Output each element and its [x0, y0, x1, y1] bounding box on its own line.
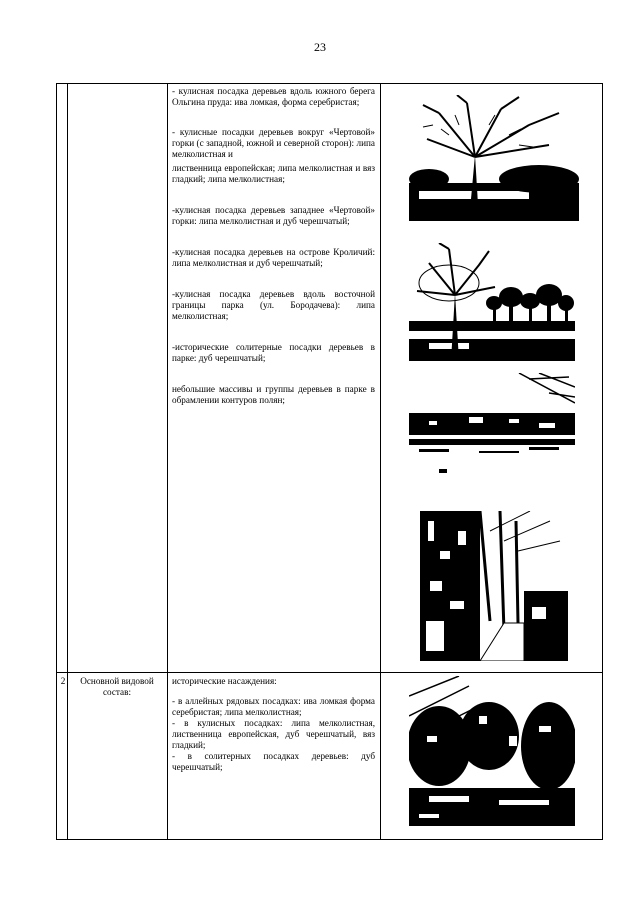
column-divider: [67, 83, 68, 840]
paragraph: -кулисная посадка деревьев на острове Кроличий: липа мелколистная и дуб черешчатый;: [172, 247, 375, 268]
column-divider: [380, 83, 381, 840]
paragraph: - в аллейных рядовых посадках: ива ломкая форма серебристая; липа мелколистная;: [172, 696, 375, 717]
table-right-border: [602, 83, 603, 840]
paragraph: -кулисная посадка деревьев западнее «Чертовой» горки: липа мелколистная и дуб черешчатый;: [172, 205, 375, 226]
photo-trees-along-water: [409, 373, 575, 473]
table-top-border: [56, 83, 603, 84]
row-divider: [56, 672, 603, 673]
paragraph: - кулисные посадки деревьев вокруг «Чертовой» горки (с западной, южной и северной сторон): липа мелколистная и: [172, 127, 375, 159]
paragraph: - кулисная посадка деревьев вдоль южного берега Ольгина пруда: ива ломкая, форма серебристая;: [172, 86, 375, 107]
paragraph: -кулисная посадка деревьев вдоль восточной границы парка (ул. Бородачева): липа мелколистная;: [172, 289, 375, 321]
paragraph: -исторические солитерные посадки деревьев в парке: дуб черешчатый;: [172, 342, 375, 363]
photo-park-alley: [420, 511, 568, 661]
photo-trees-by-pond: [409, 95, 579, 221]
row-2-description: [172, 676, 375, 773]
paragraph: исторические насаждения:: [172, 676, 277, 686]
paragraph: лиственница европейская; липа мелколистная и вяз гладкий; липа мелколистная;: [172, 163, 375, 184]
row-number: 2: [60, 676, 66, 686]
paragraph: - в кулисных посадках: липа мелколистная, лиственница европейская, дуб черешчатый, вяз гладкий;: [172, 718, 375, 750]
species-table: [56, 83, 603, 840]
paragraph: небольшие массивы и группы деревьев в парке в обрамлении контуров полян;: [172, 384, 375, 405]
photo-winter-park-trees: [409, 676, 575, 826]
row-title: Основной видовой состав:: [80, 676, 154, 697]
column-divider: [167, 83, 168, 840]
table-left-border: [56, 83, 57, 840]
paragraph: - в солитерных посадках деревьев: дуб черешчатый;: [172, 751, 375, 772]
page-number: 23: [314, 40, 326, 54]
row-1-description: [172, 86, 375, 406]
photo-trees-near-hill: [409, 243, 575, 361]
table-bottom-border: [56, 839, 603, 840]
